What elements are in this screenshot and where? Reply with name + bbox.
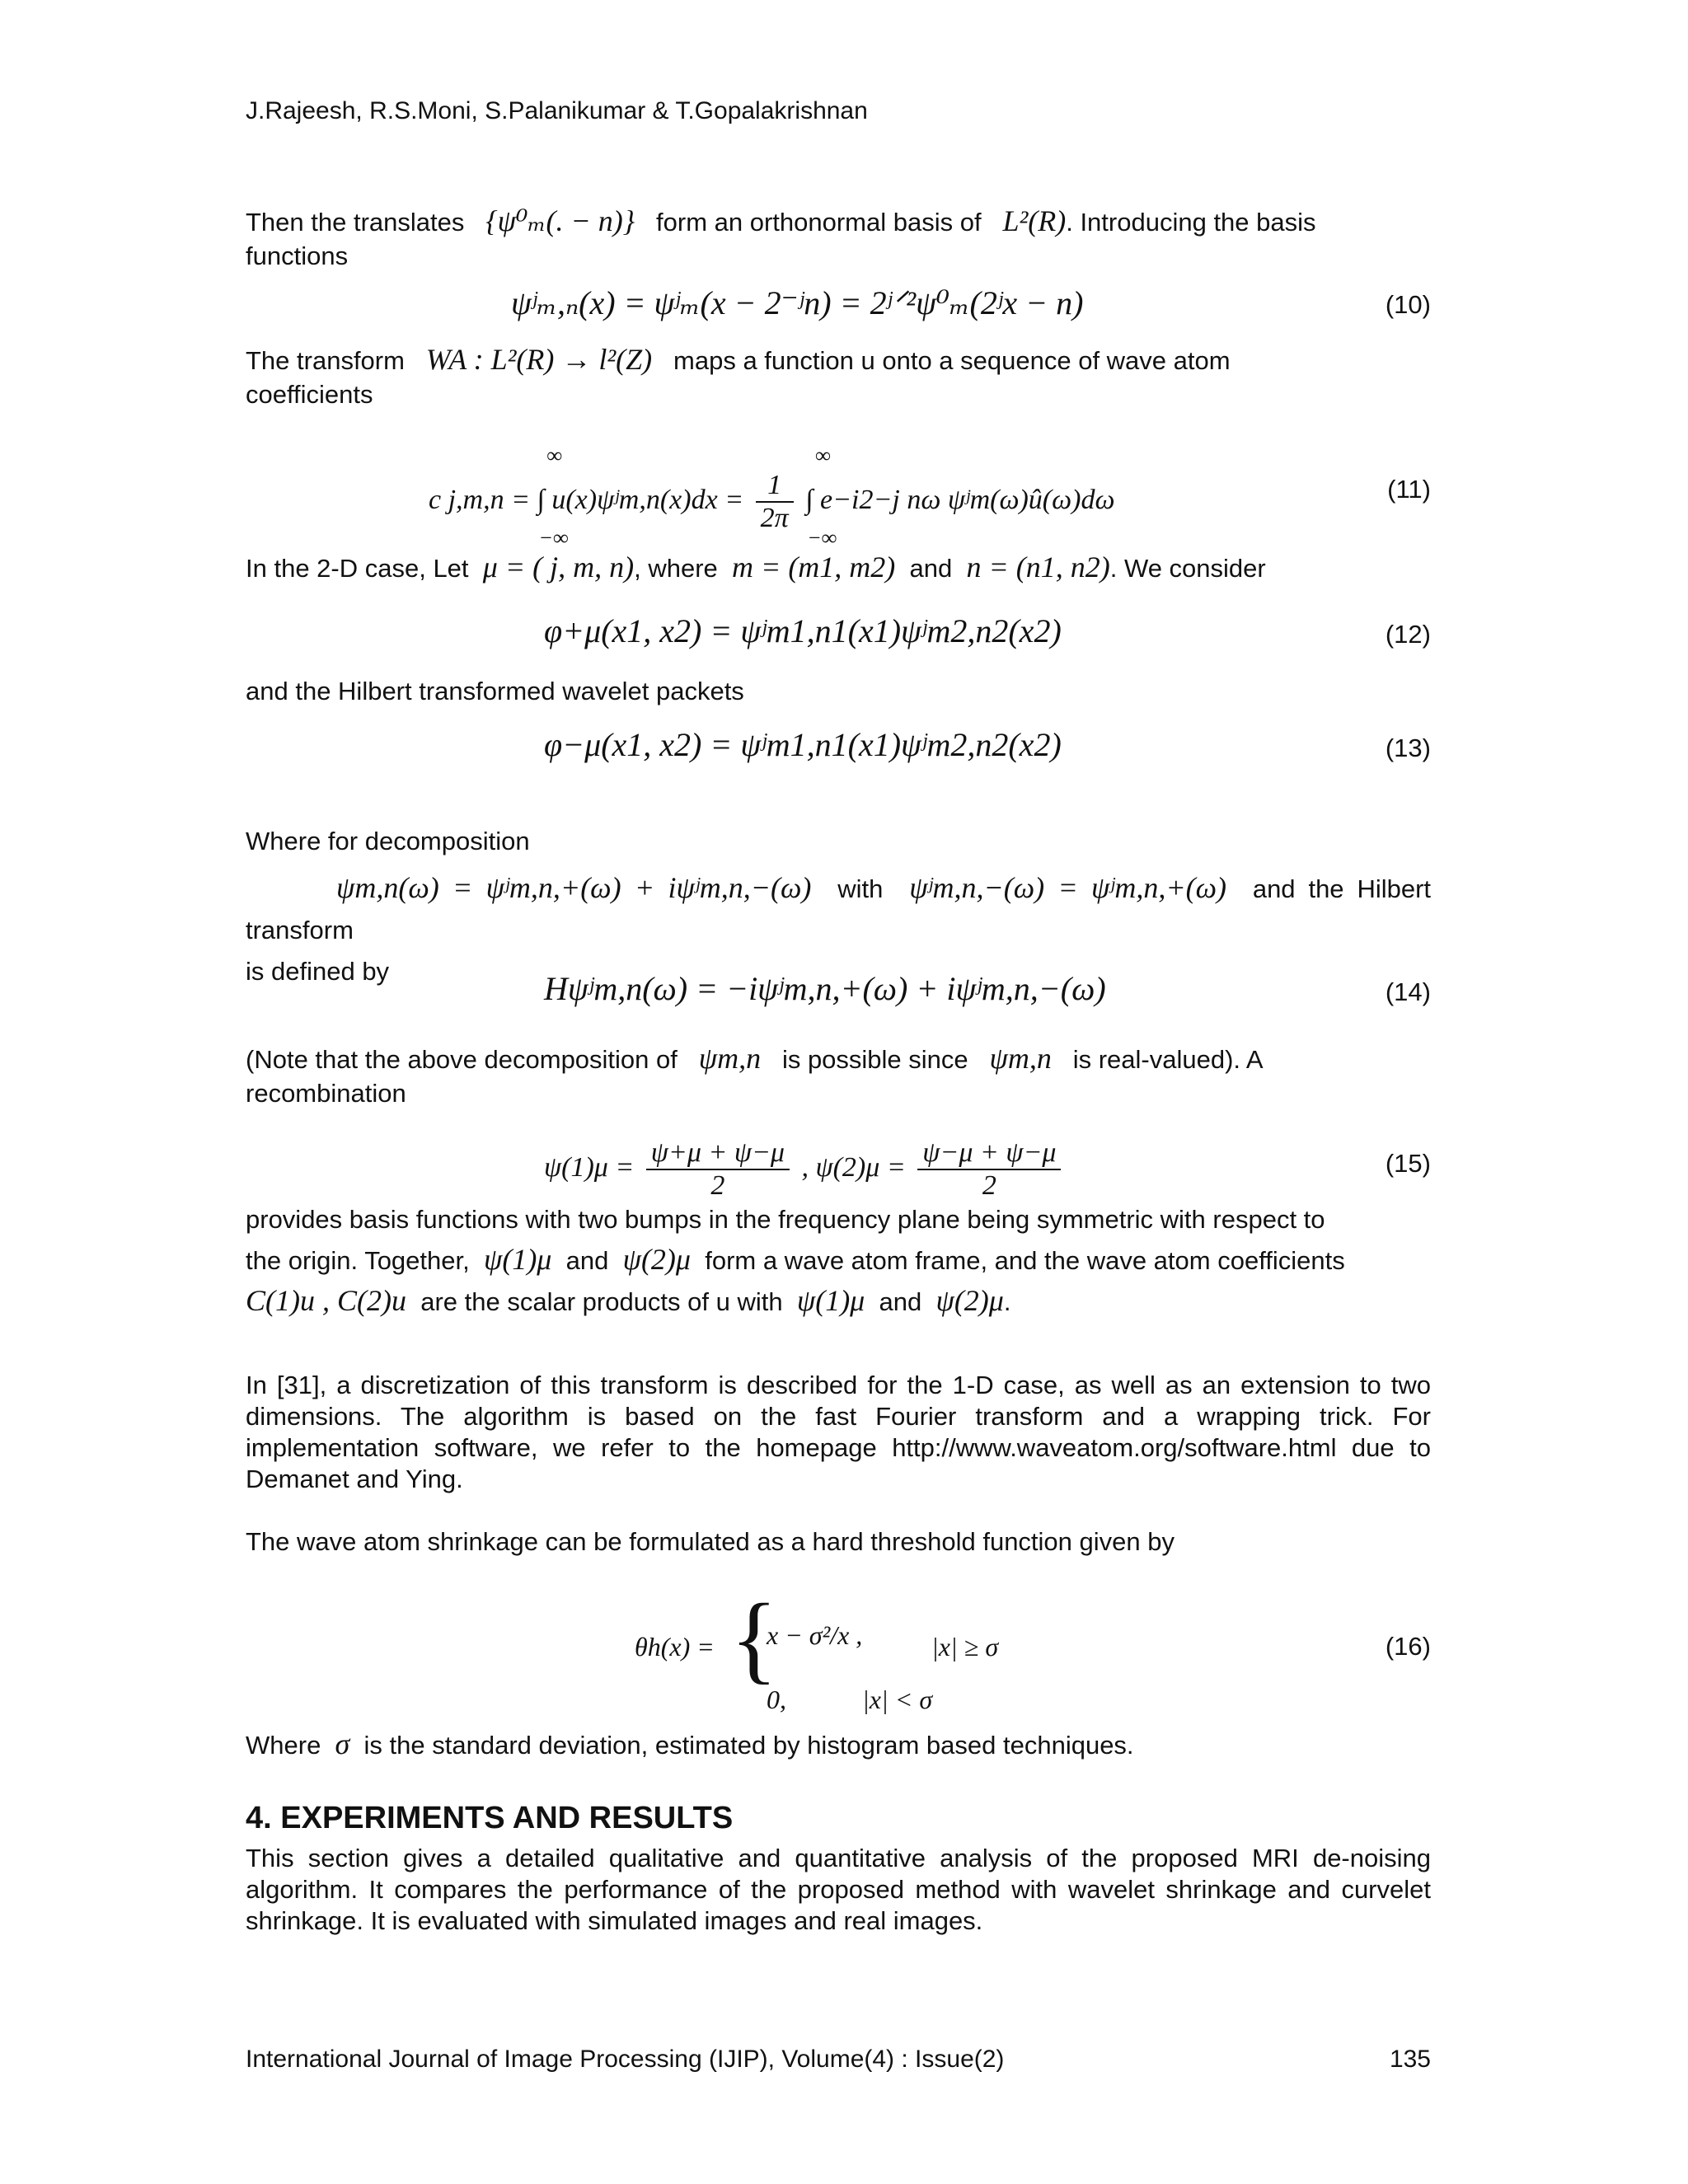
- para-discretization: In [31], a discretization of this transform is described for the 1-D case, as well as an extension to two dimensions. The algorithm is based on the fast Fourier transform and a wrapping trick. For implementation software, we refer to the homepage http://www.waveatom.org/software.html due to Demanet and Ying.: [246, 1371, 1431, 1493]
- equation-10: ψʲₘ,ₙ(x) = ψʲₘ(x − 2⁻ʲn) = 2ʲᐟ²ψ⁰ₘ(2ʲx − n): [511, 284, 1084, 321]
- equation-15-number: (15): [1385, 1149, 1431, 1178]
- equation-11: c j,m,n = ∞ −∞ ∫ u(x)ψʲm,n(x)dx = $\frac{1}{2\pi}$ ∞ −∞ ∫ e−i2−j nω ψʲm(ω)û(ω)dω: [429, 443, 1115, 550]
- math-psi-conjugate: ψʲm,n,−(ω) = ψʲm,n,+(ω): [909, 871, 1227, 904]
- equation-14: Hψʲm,n(ω) = −iψʲm,n,+(ω) + iψʲm,n,−(ω): [544, 970, 1106, 1007]
- equation-12-number: (12): [1385, 620, 1431, 649]
- math-psi-decomposition: ψm,n(ω) = ψʲm,n,+(ω) + iψʲm,n,−(ω): [336, 871, 812, 904]
- fraction-1-over-2pi: $\frac{1}{2\pi}$: [756, 470, 794, 534]
- para-2d-case: In the 2-D case, Let μ = ( j, m, n), where m = (m1, m2) and n = (n1, n2). We consider: [246, 551, 1266, 583]
- equation-11-number: (11): [1387, 475, 1431, 504]
- equation-14-number: (14): [1385, 977, 1431, 1006]
- section-heading: 4. EXPERIMENTS AND RESULTS: [246, 1801, 734, 1835]
- equation-13-number: (13): [1385, 733, 1431, 762]
- running-header: J.Rajeesh, R.S.Moni, S.Palanikumar & T.Gopalakrishnan: [246, 97, 868, 124]
- para-translates: Then the translates {ψ⁰ₘ(. − n)} form an orthonormal basis of L²(R). Introducing the basis functions: [246, 204, 1316, 270]
- para-note: (Note that the above decomposition of ψm,n is possible since ψm,n is real-valued). A recombination: [246, 1042, 1264, 1108]
- para-shrinkage: The wave atom shrinkage can be formulated as a hard threshold function given by: [246, 1527, 1175, 1556]
- para-sigma: Where σ is the standard deviation, estimated by histogram based techniques.: [246, 1727, 1134, 1760]
- math-translates: {ψ⁰ₘ(. − n)}: [485, 204, 635, 237]
- page: J.Rajeesh, R.S.Moni, S.Palanikumar & T.Gopalakrishnan Then the translates {ψ⁰ₘ(. − n)} form an orthonormal basis of L²(R). Introducing the basis functions ψʲₘ,ₙ(x) = ψʲₘ(x − 2⁻ʲn) = 2ʲᐟ²ψ⁰ₘ(2ʲx − n) (10) The transform WA : L²(R) → l²(Z) maps a function u onto a sequence of wave atom coefficients c j,m,n = ∞ −∞ ∫ u(x)ψʲm,n(x)dx = $\frac{1}{2\pi}$ ∞ −∞ ∫ e−i2−j nω ψʲm(ω)û(ω)dω (11) In the 2-D case, Let μ = ( j, m, n), where m = (m1, m2) and n = (n1, n2). We consider φ+μ(x1, x2) = ψʲm1,n1(x1)ψʲm2,n2(x2) (12) and the Hilbert transformed wavelet packets φ−μ(x1, x2) = ψʲm1,n1(x1)ψʲm2,n2(x2) (13) Where for decomposition ψm,n(ω) = ψʲm,n,+(ω) + iψʲm,n,−(ω) with ψʲm,n,−(ω) = ψʲm,n,+(ω) and the Hilbert transform is defined by Hψʲm,n(ω) = −iψʲm,n,+(ω) + iψʲm,n,−(ω) (14) (Note that the above decomposition of ψm,n is possible since ψm,n is real-valued). A recombination ψ(1)μ = $\frac{\psi+\mu + \psi-\mu}{2}$ , ψ(2)μ = $\frac{\psi-\mu + \psi-\mu}{2}$ (15) provides basis functions with two bumps in the frequency plane being symmetric with respect to the origin. Together, ψ(1)μ and ψ(2)μ form a wave atom frame, and the wave atom coefficients C(1)u , C(2)u are the scalar products of u with ψ(1)μ and ψ(2)μ. In [31], a discretization of this transform is described for the 1-D case, as well as an extension to two dimensions. The algorithm is based on the fast Fourier transform and a wrapping trick. For implementation software, we refer to the homepage http://www.waveatom.org/software.html due to Demanet and Ying. The wave atom shrinkage can be formulated as a hard threshold function given by θh(x) = { x − σ²/x , |x| ≥ σ 0, |x| < σ (16) Where σ is the standard deviation, estimated by histogram based techniques. 4. EXPERIMENTS AND RESULTS This section gives a detailed qualitative and quantitative analysis of the proposed MRI de-noising algorithm. It compares the performance of the proposed method with wavelet shrinkage and curvelet shrinkage. It is evaluated with simulated images and real images. International Journal of Image Processing (IJIP), Volume(4) : Issue(2) 135: [246, 97, 1432, 2073]
- equation-13: φ−μ(x1, x2) = ψʲm1,n1(x1)ψʲm2,n2(x2): [544, 726, 1062, 763]
- page-number: 135: [1389, 2046, 1431, 2073]
- footer-journal: International Journal of Image Processing (IJIP), Volume(4) : Issue(2): [246, 2046, 1005, 2073]
- math-l2r: L²(R): [1002, 204, 1067, 237]
- equation-10-number: (10): [1385, 290, 1431, 319]
- equation-16-number: (16): [1385, 1632, 1431, 1661]
- equation-15: ψ(1)μ = $\frac{\psi+\mu + \psi-\mu}{2}$ , ψ(2)μ = $\frac{\psi-\mu + \psi-\mu}{2}$: [544, 1137, 1066, 1202]
- para-decomposition-math: ψm,n(ω) = ψʲm,n,+(ω) + iψʲm,n,−(ω) with ψʲm,n,−(ω) = ψʲm,n,+(ω) and the Hilbert transform is defined by: [246, 871, 1432, 986]
- para-transform: The transform WA : L²(R) → l²(Z) maps a function u onto a sequence of wave atom coefficients: [246, 343, 1231, 409]
- para-decomposition: Where for decomposition: [246, 827, 530, 855]
- para-experiments: This section gives a detailed qualitative and quantitative analysis of the proposed MRI de-noising algorithm. It compares the performance of the proposed method with wavelet shrinkage and curvelet shrinkage. It is evaluated with simulated images and real images.: [246, 1844, 1431, 1935]
- math-wa-map: WA : L²(R) → l²(Z): [425, 343, 653, 376]
- equation-12: φ+μ(x1, x2) = ψʲm1,n1(x1)ψʲm2,n2(x2): [544, 612, 1062, 649]
- para-basis-functions: provides basis functions with two bumps in the frequency plane being symmetric with respect to the origin. Together, ψ(1)μ and ψ(2)μ form a wave atom frame, and the wave atom coefficients C(1)u , C(2)u are the scalar products of u with ψ(1)μ and ψ(2)μ.: [246, 1205, 1345, 1317]
- para-hilbert-packets: and the Hilbert transformed wavelet packets: [246, 677, 744, 705]
- left-brace: {: [730, 1583, 778, 1693]
